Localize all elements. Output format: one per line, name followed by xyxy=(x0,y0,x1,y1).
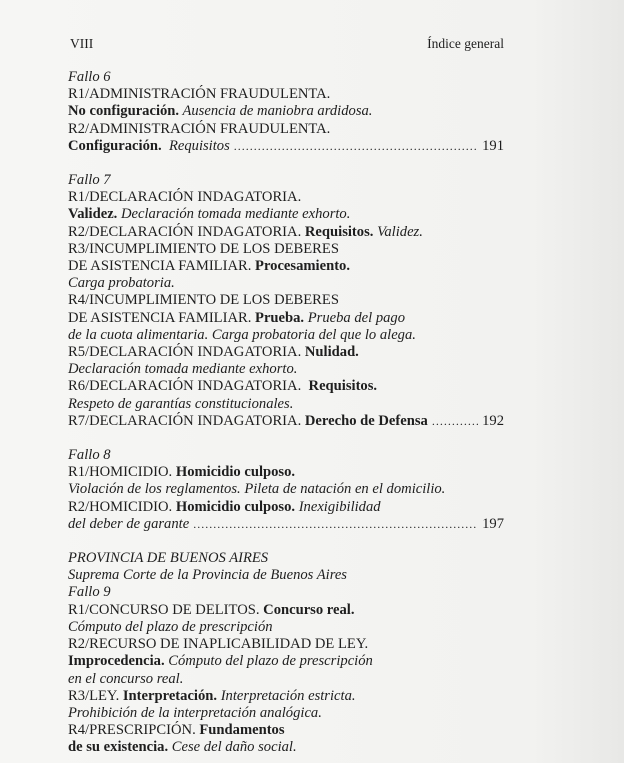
page-ref: 192 xyxy=(482,412,504,429)
index-line: Carga probatoria. xyxy=(68,275,175,292)
plain-term: R3/LEY. xyxy=(68,687,123,704)
index-line: en el concurso real. xyxy=(68,670,184,687)
bold-term: No configuración. xyxy=(68,103,180,120)
plain-term: R6/DECLARACIÓN INDAGATORIA. xyxy=(68,378,309,395)
index-line: R1/ADMINISTRACIÓN FRAUDULENTA. xyxy=(68,86,331,103)
index-line: R3/INCUMPLIMIENTO DE LOS DEBERES xyxy=(68,240,339,257)
bold-term: Requisitos. xyxy=(308,378,378,395)
fallo-title: Fallo 7 xyxy=(68,172,111,189)
index-line-with-page xyxy=(68,138,504,155)
fallo-title: Fallo 6 xyxy=(68,69,111,85)
bold-term: Homicidio culposo. xyxy=(175,464,296,481)
plain-term: R1/HOMICIDIO. xyxy=(68,464,176,481)
index-line xyxy=(68,722,504,739)
bold-term: Nulidad. xyxy=(304,344,359,361)
bold-term: Concurso real. xyxy=(263,601,355,618)
italic-term: Declaración tomada mediante exhorto. xyxy=(117,206,351,223)
index-line: R2/RECURSO DE INAPLICABILIDAD DE LEY. xyxy=(68,636,369,653)
italic-term: Interpretación estricta. xyxy=(217,687,356,704)
fallo-title: Fallo 8 xyxy=(68,447,111,464)
fallo-7-section xyxy=(68,172,504,430)
bold-term: Fundamentos xyxy=(199,722,285,739)
index-content xyxy=(68,69,504,757)
bold-term: Derecho de Defensa xyxy=(304,412,428,429)
index-line: Prohibición de la interpretación analógica. xyxy=(68,704,322,721)
plain-term: R1/CONCURSO DE DELITOS. xyxy=(68,601,264,618)
index-line: de la cuota alimentaria. Carga probatoria del que lo alega. xyxy=(68,326,416,343)
bold-term: Homicidio culposo. xyxy=(175,498,296,515)
italic-term: Cese del daño social. xyxy=(168,739,297,756)
index-line xyxy=(68,688,504,705)
province-heading: PROVINCIA DE BUENOS AIRES xyxy=(68,550,269,567)
index-line: R2/ADMINISTRACIÓN FRAUDULENTA. xyxy=(68,120,331,137)
index-line xyxy=(68,258,504,275)
index-line xyxy=(68,602,504,619)
plain-term: R2/HOMICIDIO. xyxy=(68,498,176,515)
bold-term: Configuración. xyxy=(68,137,162,154)
plain-term: R4/PRESCRIPCIÓN. xyxy=(68,722,200,739)
bold-term: Prueba. xyxy=(255,309,305,326)
fallo-6-section xyxy=(68,69,504,155)
bold-term: Requisitos. xyxy=(304,223,374,240)
index-line xyxy=(68,224,504,241)
running-header xyxy=(0,36,624,56)
bold-term: Procesamiento. xyxy=(255,258,350,275)
index-line: Respeto de garantías constitucionales. xyxy=(68,395,294,412)
fallo-title: Fallo 9 xyxy=(68,584,111,601)
index-line xyxy=(68,464,504,481)
bold-term: Validez. xyxy=(68,206,118,223)
italic-term: Cómputo del plazo de prescripción xyxy=(164,653,373,670)
index-line: Violación de los reglamentos. Pileta de natación en el domicilio. xyxy=(68,481,446,498)
index-line xyxy=(68,344,504,361)
dot-leader xyxy=(193,516,478,533)
bold-term: Interpretación. xyxy=(122,687,218,704)
fallo-9-section xyxy=(68,550,504,756)
italic-term: Ausencia de maniobra ardidosa. xyxy=(179,103,373,120)
index-line xyxy=(68,310,504,327)
index-line xyxy=(68,206,504,223)
index-line xyxy=(68,739,504,756)
plain-term: DE ASISTENCIA FAMILIAR. xyxy=(68,258,256,275)
page-ref: 197 xyxy=(482,515,504,532)
italic-term: Requisitos xyxy=(168,137,230,154)
page-ref: 191 xyxy=(482,137,504,154)
index-line xyxy=(68,103,504,120)
italic-term: Validez. xyxy=(373,223,423,240)
index-line: Declaración tomada mediante exhorto. xyxy=(68,361,298,378)
plain-term: R5/DECLARACIÓN INDAGATORIA. xyxy=(68,344,305,361)
italic-term: Inexigibilidad xyxy=(295,498,381,515)
index-line: R1/DECLARACIÓN INDAGATORIA. xyxy=(68,189,302,206)
page-number-roman: VIII xyxy=(70,36,94,51)
index-line-with-page xyxy=(68,413,504,430)
italic-term: Prueba del pago xyxy=(304,309,406,326)
index-line: Cómputo del plazo de prescripción xyxy=(68,618,273,635)
header-title: Índice general xyxy=(427,36,504,51)
court-heading: Suprema Corte de la Provincia de Buenos Aires xyxy=(68,567,347,584)
index-line xyxy=(68,653,504,670)
italic-term: del deber de garante xyxy=(68,515,190,532)
plain-term: DE ASISTENCIA FAMILIAR. xyxy=(68,309,256,326)
dot-leader xyxy=(432,413,478,430)
index-line xyxy=(68,499,504,516)
bold-term: Improcedencia. xyxy=(68,653,165,670)
bold-term: de su existencia. xyxy=(68,739,169,756)
index-line xyxy=(68,378,504,395)
plain-term: R7/DECLARACIÓN INDAGATORIA. xyxy=(68,412,305,429)
dot-leader xyxy=(234,138,478,155)
index-line-with-page xyxy=(68,516,504,533)
plain-term: R2/DECLARACIÓN INDAGATORIA. xyxy=(68,223,305,240)
fallo-8-section xyxy=(68,447,504,533)
index-line: R4/INCUMPLIMIENTO DE LOS DEBERES xyxy=(68,292,339,309)
